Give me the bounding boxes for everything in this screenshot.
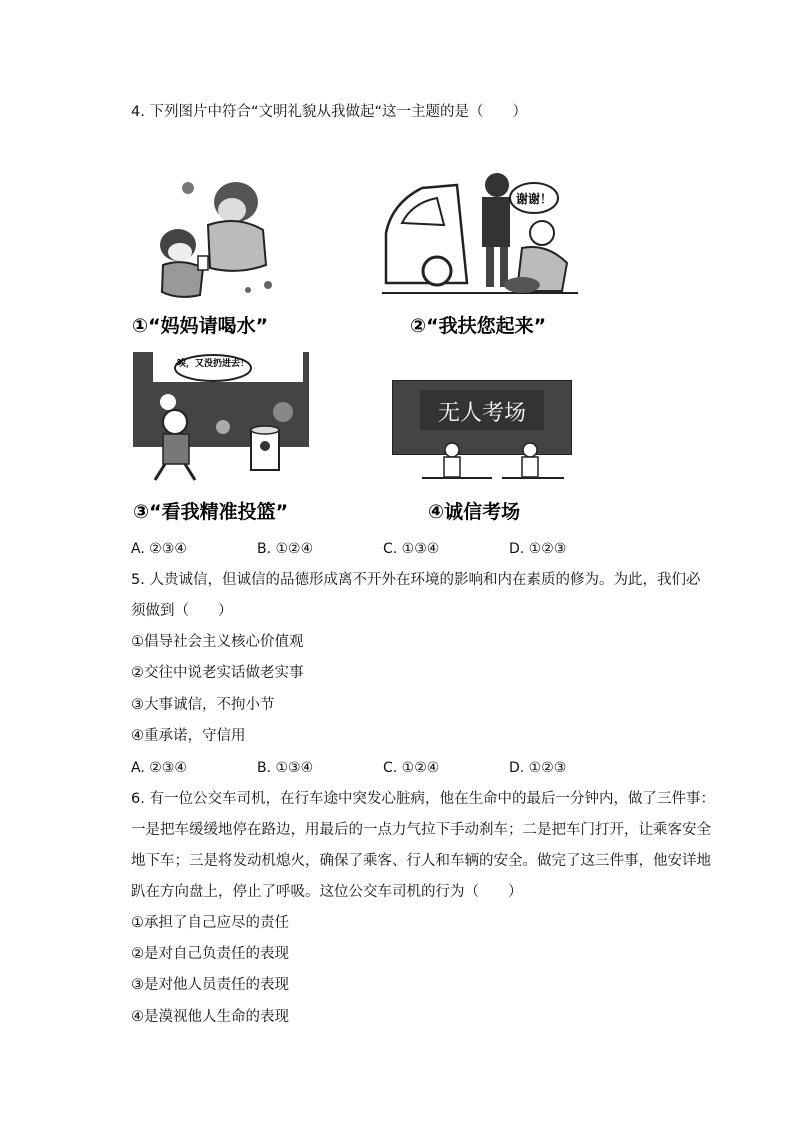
- q6-stem-line-2: 一是把车缓缓地停在路边，用最后的一点力气拉下手动刹车；二是把车门打开，让乘客安全: [131, 822, 711, 838]
- picture-4-caption: ④诚信考场: [428, 501, 521, 523]
- picture-3-basketball-trash: [133, 352, 309, 482]
- q5-item-3: ③大事诚信，不拘小节: [131, 697, 275, 713]
- q5-item-2: ②交往中说老实话做老实事: [131, 665, 304, 681]
- q6-stem-line-1: 6. 有一位公交车司机，在行车途中突发心脏病，他在生命中的最后一分钟内，做了三件事：: [131, 791, 715, 807]
- q6-stem-line-3: 地下车；三是将发动机熄火，确保了乘客、行人和车辆的安全。做完了这三件事，他安详地: [131, 853, 711, 869]
- q6-item-1: ①承担了自己应尽的责任: [131, 915, 289, 931]
- picture-2-caption: ②“我扶您起来”: [410, 315, 547, 337]
- q4-option-a[interactable]: A. ②③④: [131, 541, 187, 557]
- picture-3-caption: ③“看我精准投篮”: [133, 501, 289, 523]
- q4-option-b[interactable]: B. ①②④: [257, 541, 314, 557]
- q5-option-a[interactable]: A. ②③④: [131, 760, 187, 776]
- picture-2-illustration: [382, 163, 578, 301]
- q6-item-4: ④是漠视他人生命的表现: [131, 1009, 289, 1025]
- q6-stem-line-4: 趴在方向盘上，停止了呼吸。这位公交车司机的行为（ ）: [131, 884, 523, 900]
- picture-4-illustration: [392, 380, 572, 490]
- q6-item-3: ③是对他人员责任的表现: [131, 977, 289, 993]
- q5-stem-line-2: 须做到（ ）: [131, 603, 233, 619]
- picture-3-bubble: 唉，又没扔进去！: [176, 359, 250, 369]
- q5-stem-line-1: 5. 人贵诚信，但诚信的品德形成离不开外在环境的影响和内在素质的修为。为此，我们必: [131, 572, 701, 588]
- picture-4-honest-exam: [392, 380, 572, 490]
- picture-1-mother-water: [148, 170, 298, 305]
- picture-3-illustration: [133, 352, 309, 482]
- q5-item-1: ①倡导社会主义核心价值观: [131, 634, 304, 650]
- picture-1-caption: ①“妈妈请喝水”: [132, 315, 269, 337]
- q6-item-2: ②是对自己负责任的表现: [131, 946, 289, 962]
- picture-2-helping-up: [382, 163, 578, 301]
- picture-4-sign: 无人考场: [437, 401, 527, 426]
- q5-option-c[interactable]: C. ①②④: [383, 760, 440, 776]
- q4-option-d[interactable]: D. ①②③: [509, 541, 567, 557]
- q5-item-4: ④重承诺，守信用: [131, 728, 246, 744]
- q4-option-c[interactable]: C. ①③④: [383, 541, 440, 557]
- q4-stem: 4. 下列图片中符合“文明礼貌从我做起“这一主题的是（ ）: [131, 104, 527, 120]
- picture-2-bubble: 谢谢！: [515, 192, 553, 206]
- picture-1-illustration: [148, 170, 298, 305]
- q5-option-b[interactable]: B. ①③④: [257, 760, 314, 776]
- q5-option-d[interactable]: D. ①②③: [509, 760, 567, 776]
